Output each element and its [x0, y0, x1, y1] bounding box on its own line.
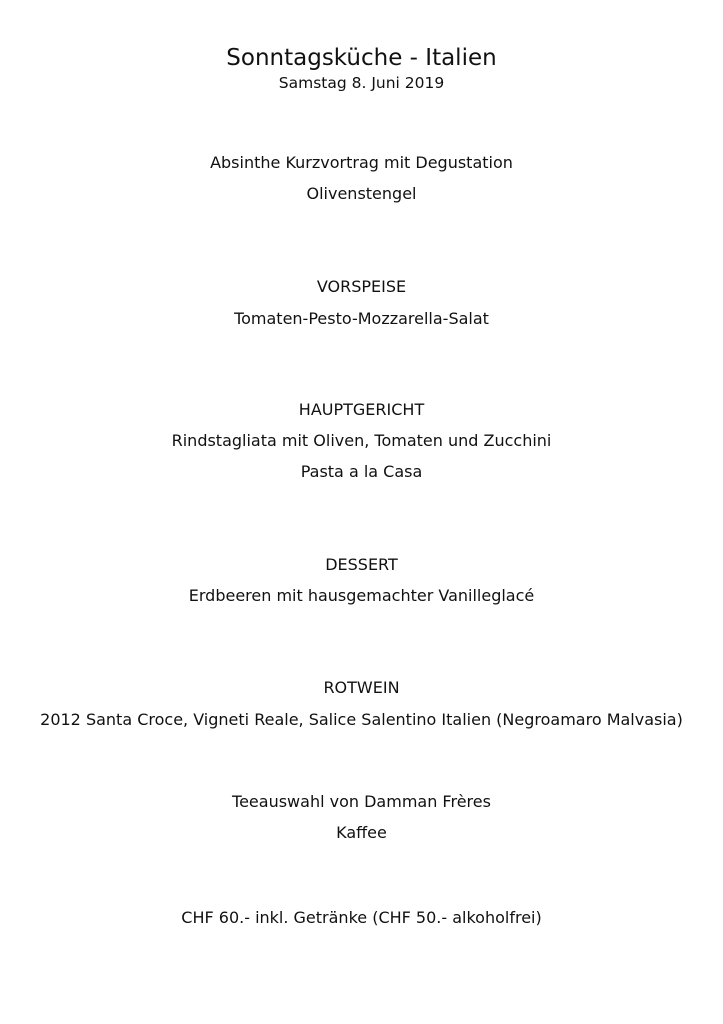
main-course-heading: HAUPTGERICHT — [298, 400, 425, 419]
aperitif-line-2: Olivenstengel — [306, 184, 417, 203]
menu-title: Sonntagsküche - Italien — [226, 45, 497, 71]
red-wine-item: 2012 Santa Croce, Vigneti Reale, Salice Salentino Italien (Negroamaro Malvasia) — [40, 710, 683, 729]
dessert-item: Erdbeeren mit hausgemachter Vanilleglacé — [188, 586, 535, 605]
starter-heading: VORSPEISE — [316, 277, 407, 296]
dessert-heading: DESSERT — [325, 555, 398, 574]
main-course-item-2: Pasta a la Casa — [300, 462, 423, 481]
starter-item: Tomaten-Pesto-Mozzarella-Salat — [234, 309, 489, 328]
price-line: CHF 60.- inkl. Getränke (CHF 50.- alkoholfrei) — [181, 908, 542, 927]
menu-date: Samstag 8. Juni 2019 — [278, 74, 445, 92]
red-wine-heading: ROTWEIN — [323, 678, 400, 697]
main-course-item-1: Rindstagliata mit Oliven, Tomaten und Zucchini — [171, 431, 552, 450]
aperitif-line-1: Absinthe Kurzvortrag mit Degustation — [210, 153, 513, 172]
tea-selection: Teeauswahl von Damman Frères — [232, 792, 491, 811]
coffee: Kaffee — [336, 823, 387, 842]
